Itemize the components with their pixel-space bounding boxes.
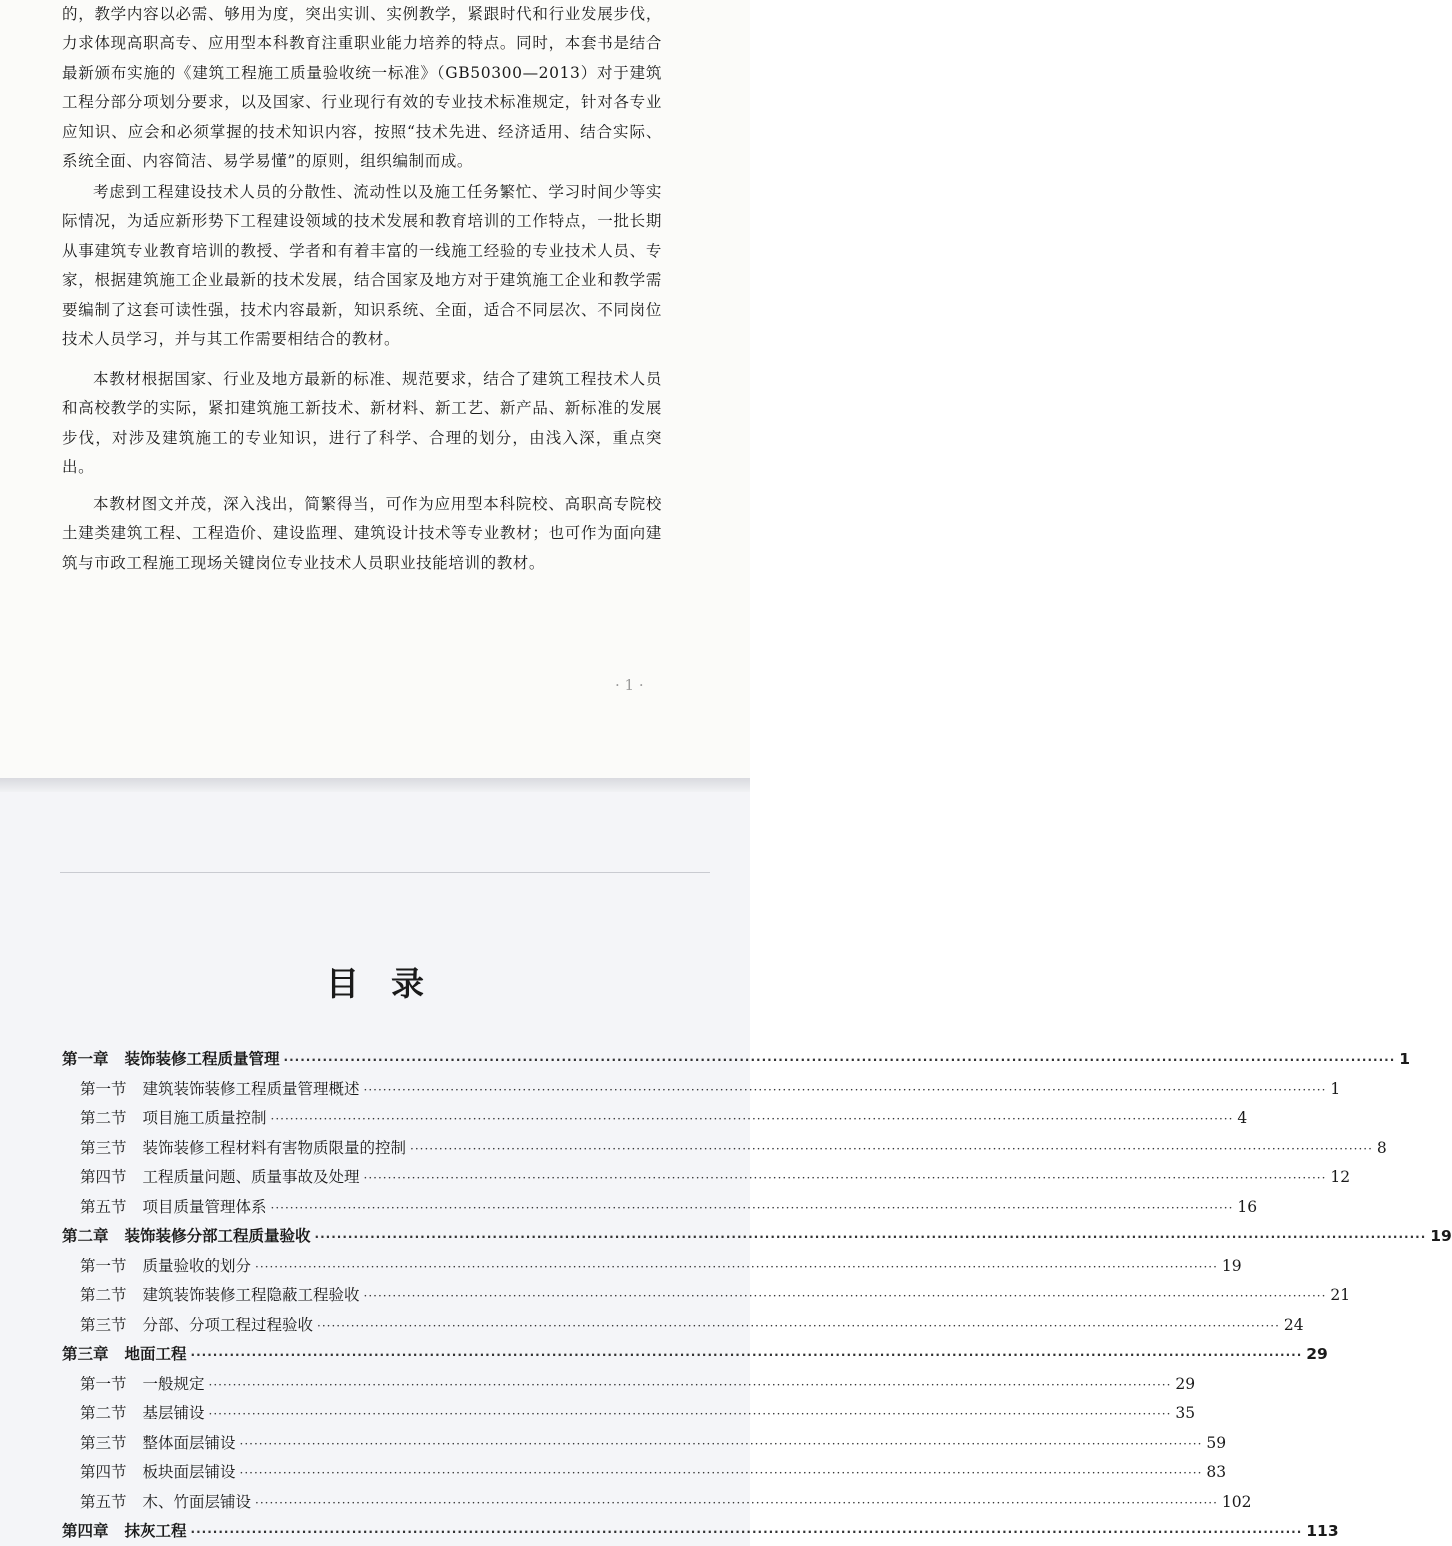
running-header-rule [60,832,710,873]
toc-entry-page: 29 [1175,1374,1196,1393]
toc-entry-number: 第四节 [80,1168,127,1186]
toc-leader-dots: ········································································································································································································ [363,1289,1327,1303]
toc-entry-number: 第三节 [80,1138,127,1157]
toc-entry-title: 一般规定 [142,1374,205,1393]
toc-chapter-entry [62,1046,1411,1072]
toc-entry-page: 21 [1330,1286,1351,1304]
toc-entry-title: 木、竹面层铺设 [142,1492,252,1511]
toc-chapter-entry [62,1341,1328,1367]
toc-entry-title: 质量验收的划分 [142,1256,252,1275]
toc-entry-number: 第三节 [80,1433,127,1452]
toc-leader-dots: ········································································································································································································ [190,1348,1303,1362]
toc-entry-page: 8 [1376,1138,1387,1157]
toc-leader-dots: ········································································································································································································ [255,1259,1218,1274]
toc-leader-dots: ········································································································································································································ [270,1200,1234,1215]
toc-leader-dots: ········································································································································································································ [190,1525,1303,1539]
toc-leader-dots: ········································································································································································································ [208,1407,1172,1421]
toc-entry-page: 19 [1430,1227,1452,1245]
preface-paragraph-1: 的，教学内容以必需、够用为度，突出实训、实例教学，紧跟时代和行业发展步伐，力求体现高职高专、应用型本科教育注重职业能力培养的特点。同时，本套书是结合最新颁布实施的《建筑工程施工质量验收统一标准》（GB50300—2013）对于建筑工程分部分项划分要求，以及国家、行业现行有效的专业技术标准规定，针对各专业应知识、应会和必须掌握的技术知识内容，按照“技术先进、经济适用、结合实际、系统全面、内容简洁、易学易懂”的原则，组织编制而成。 [62,5,662,171]
toc-section-entry [80,1282,1351,1308]
toc-entry-number: 第二节 [80,1404,127,1422]
toc-section-entry [80,1430,1227,1456]
toc-section-entry [80,1400,1196,1426]
toc-entry-page: 59 [1206,1433,1227,1452]
toc-chapter-entry [62,1223,1452,1249]
toc-entry-page: 1 [1330,1079,1341,1098]
page-number: · 1 · [615,676,644,694]
toc-entry-page: 19 [1221,1256,1242,1275]
toc-leader-dots: ········································································································································································································ [239,1466,1203,1480]
toc-title: 目录 [326,964,456,1003]
toc-entry-number: 第二节 [80,1286,127,1304]
toc-section-entry [80,1076,1341,1102]
toc-section-entry [80,1312,1304,1338]
toc-entry-title: 建筑装饰装修工程隐蔽工程验收 [142,1286,360,1304]
toc-leader-dots: ········································································································································································································ [239,1436,1203,1451]
toc-entry-number: 第一节 [80,1256,127,1275]
toc-entry-page: 29 [1306,1345,1328,1363]
preface-paragraph-4: 本教材图文并茂，深入浅出，简繁得当，可作为应用型本科院校、高职高专院校土建类建筑工程、工程造价、建设监理、建筑设计技术等专业教材；也可作为面向建筑与市政工程施工现场关键岗位专业技术人员职业技能培训的教材。 [62,495,662,572]
toc-entry-number: 第一节 [80,1374,127,1393]
toc-entry-number: 第四节 [80,1463,127,1481]
toc-section-entry [80,1194,1258,1220]
toc-entry-number: 第三节 [80,1315,127,1334]
toc-leader-dots: ········································································································································································································ [314,1230,1427,1244]
toc-entry-title: 项目质量管理体系 [142,1197,267,1216]
toc-entry-number: 第二节 [80,1109,127,1127]
toc-entry-title: 板块面层铺设 [142,1463,236,1481]
toc-entry-page: 1 [1399,1050,1411,1068]
toc-leader-dots: ········································································································································································································ [317,1318,1280,1333]
toc-entry-number: 第三章 [62,1345,109,1363]
toc-leader-dots: ········································································································································································································ [410,1141,1373,1156]
page-gutter [0,778,750,792]
toc-entry-title: 项目施工质量控制 [142,1109,267,1127]
toc-entry-title: 抹灰工程 [124,1522,187,1540]
toc-section-entry [80,1135,1387,1161]
toc-section-entry [80,1164,1351,1190]
toc-leader-dots: ········································································································································································································ [363,1082,1327,1097]
toc-leader-dots: ········································································································································································································ [270,1112,1234,1126]
preface-paragraph-3: 本教材根据国家、行业及地方最新的标准、规范要求，结合了建筑工程技术人员和高校教学的实际，紧扣建筑施工新技术、新材料、新工艺、新产品、新标准的发展步伐，对涉及建筑施工的专业知识，进行了科学、合理的划分，由浅入深，重点突出。 [62,370,662,477]
toc-entry-page: 102 [1221,1492,1252,1511]
toc-entry-number: 第一节 [80,1079,127,1098]
toc-section-entry [80,1489,1252,1515]
preface-page [0,0,750,778]
toc-entry-title: 装饰装修工程质量管理 [124,1050,280,1068]
toc-entry-number: 第一章 [62,1050,109,1068]
toc-entry-page: 24 [1283,1315,1304,1334]
toc-leader-dots: ········································································································································································································ [283,1053,1396,1067]
toc-entry-title: 装饰装修分部工程质量验收 [124,1227,311,1245]
toc-section-entry [80,1371,1196,1397]
toc-entry-page: 35 [1175,1404,1196,1422]
toc-entry-number: 第二章 [62,1227,109,1245]
toc-section-entry [80,1459,1227,1485]
toc-entry-title: 装饰装修工程材料有害物质限量的控制 [142,1138,407,1157]
toc-entry-number: 第四章 [62,1522,109,1540]
preface-paragraph-2: 考虑到工程建设技术人员的分散性、流动性以及施工任务繁忙、学习时间少等实际情况，为适应新形势下工程建设领域的技术发展和教育培训的工作特点，一批长期从事建筑专业教育培训的教授、学者和有着丰富的一线施工经验的专业技术人员、专家，根据建筑施工企业最新的技术发展，结合国家及地方对于建筑施工企业和教学需要编制了这套可读性强，技术内容最新，知识系统、全面，适合不同层次、不同岗位技术人员学习，并与其工作需要相结合的教材。 [62,183,662,349]
toc-entry-page: 83 [1206,1463,1227,1481]
toc-entry-page: 16 [1237,1197,1258,1216]
toc-leader-dots: ········································································································································································································ [208,1377,1172,1392]
toc-entry-number: 第五节 [80,1197,127,1216]
toc-entry-number: 第五节 [80,1492,127,1511]
toc-section-entry [80,1105,1248,1131]
toc-leader-dots: ········································································································································································································ [255,1495,1218,1510]
toc-entry-page: 12 [1330,1168,1351,1186]
toc-entry-title: 地面工程 [124,1345,187,1363]
toc-chapter-entry [62,1518,1339,1544]
toc-entry-title: 基层铺设 [142,1404,205,1422]
toc-entry-title: 建筑装饰装修工程质量管理概述 [142,1079,360,1098]
toc-entry-title: 工程质量问题、质量事故及处理 [142,1168,360,1186]
toc-entry-title: 整体面层铺设 [142,1433,236,1452]
toc-entry-page: 4 [1237,1109,1248,1127]
toc-section-entry [80,1253,1242,1279]
toc-leader-dots: ········································································································································································································ [363,1171,1327,1185]
toc-entry-page: 113 [1306,1522,1339,1540]
toc-entry-title: 分部、分项工程过程验收 [142,1315,314,1334]
